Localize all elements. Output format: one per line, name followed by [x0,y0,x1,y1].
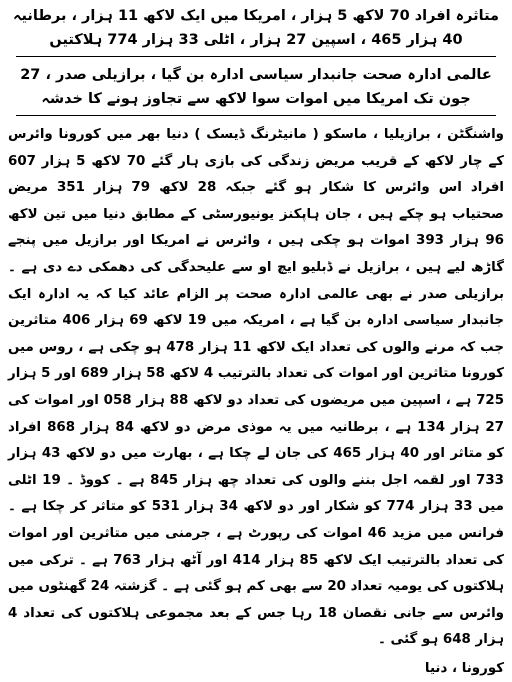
headline-divider [16,56,496,57]
article-credit: کورونا ، دنیا [424,660,504,676]
article-body: واشنگٹن ، برازیلیا ، ماسکو ( مانیٹرنگ ڈیسک ) دنیا بھر میں کورونا وائرس کے چار لاکھ کے قریب مریض زندگی کی بازی ہار گئے 70 لاکھ 5 ہزار 607 افراد اس وائرس کا شکار ہو گئے جبکہ 28 لاکھ 79 ہزار 351 مریض صحتیاب ہو چکے ہیں ، جان ہاپکنز یونیورسٹی کے مطابق دنیا میں تین لاکھ 96 ہزار 393 اموات ہو چکی ہیں ، وائرس نے امریکا اور برازیل میں پنجے گاڑھ لیے ہیں ، برازیل نے ڈبلیو ایچ او سے علیحدگی کی دھمکی دے دی ہے ۔ برازیلی صدر نے بھی عالمی ادارہ صحت پر الزام عائد کیا کہ یہ ادارہ ایک جانبدار سیاسی ادارہ بن گیا ہے ، امریکہ میں 19 لاکھ 69 ہزار 406 متاثرین جب کہ مرنے والوں کی تعداد ایک لاکھ 11 ہزار 478 ہو چکی ہے ، روس میں کورونا متاثرین اور اموات کی تعداد بالترتیب 4 لاکھ 58 ہزار 689 اور 5 ہزار 725 ہے ، اسپین میں مریضوں کی تعداد دو لاکھ 88 ہزار 058 اور اموات کی 27 ہزار 134 ہے ، برطانیہ میں یہ موذی مرض دو لاکھ 84 ہزار 868 افراد کو متاثر اور 40 ہزار 465 کی جان لے چکا ہے ، بھارت میں دو لاکھ 43 ہزار 733 اور لقمہ اجل بننے والوں کی تعداد چھ ہزار 845 ہے ۔ کووڈ ۔ 19 اٹلی میں 33 ہزار 774 کو شکار اور دو لاکھ 34 ہزار 531 کو متاثر کر چکا ہے ۔ فرانس میں مزید 46 اموات کی رپورٹ ہے ، جرمنی میں متاثرین اور اموات کی تعداد بالترتیب ایک لاکھ 85 ہزار 414 اور آٹھ ہزار 763 ہے ۔ ترکی میں ہلاکتوں کی یومیہ تعداد 20 سے بھی کم ہو گئی ہے ۔ گزشتہ 24 گھنٹوں میں وائرس سے جانی نقصان 18 رہا جس کے بعد مجموعی ہلاکتوں کی تعداد 4 ہزار 648 ہو گئی ۔ [8,127,505,648]
subheadline-divider [16,115,496,116]
article-headline: متاثرہ افراد 70 لاکھ 5 ہزار ، امریکا میں ایک لاکھ 11 ہزار ، برطانیہ 40 ہزار 465 ، اسپین 27 ہزار ، اٹلی 33 ہزار 774 ہلاکتیں [13,8,499,48]
article-subheadline: عالمی ادارہ صحت جانبدار سیاسی ادارہ بن گیا ، برازیلی صدر ، 27 جون تک امریکا میں اموات سوا لاکھ سے تجاوز ہونے کا خدشہ [20,67,492,107]
